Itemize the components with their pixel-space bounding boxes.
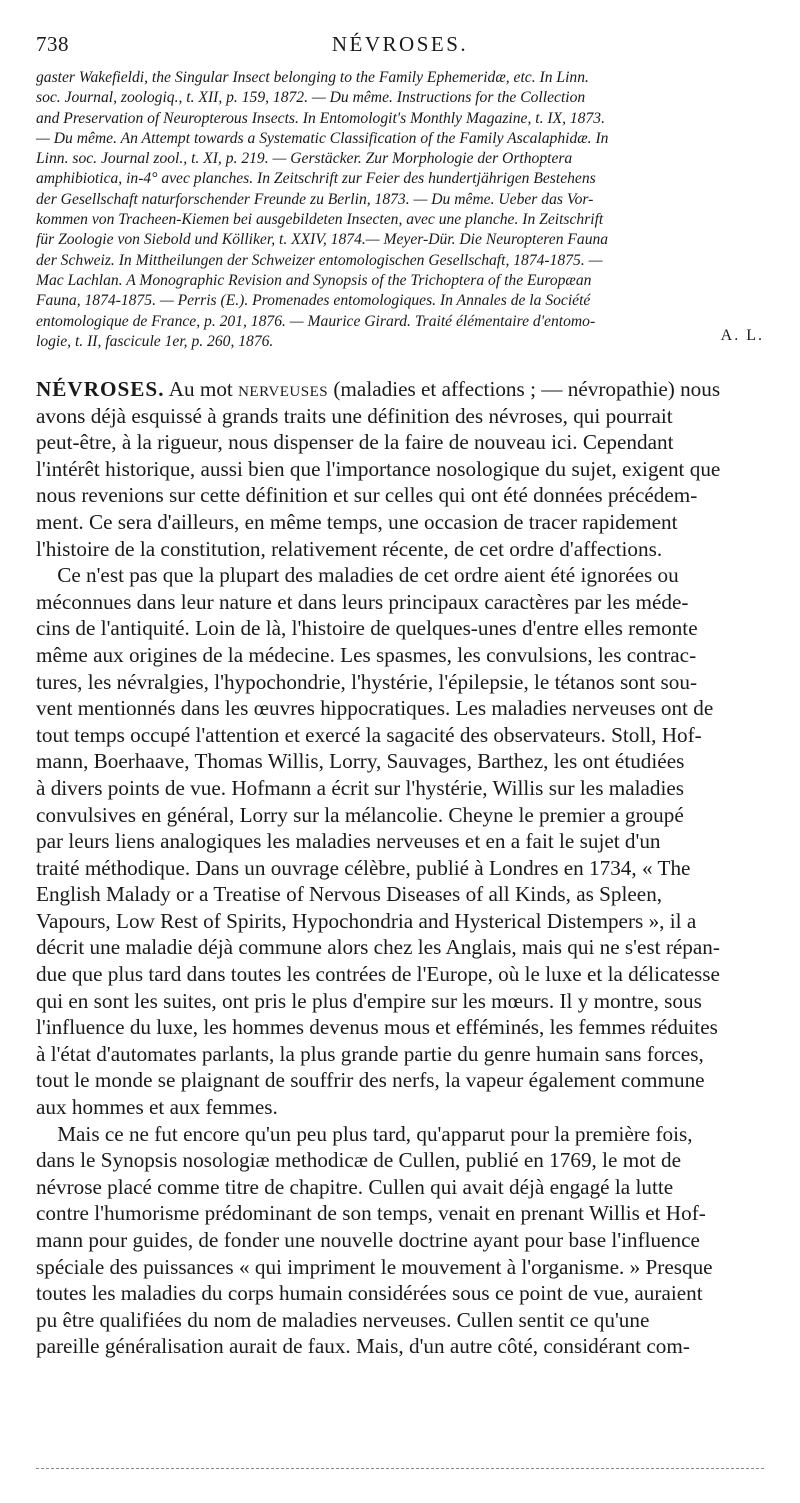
bibliography-line: Mac Lachlan. A Monographic Revision and Synopsis of the Trichoptera of the Europæan — [36, 271, 592, 289]
bibliography-line: soc. Journal, zoologiq., t. XII, p. 159, 1872. — Du même. Instructions for the Collection — [36, 89, 586, 107]
article-line: spéciale des puissances « qui impriment le mouvement à l'organisme. » Presque — [36, 1254, 713, 1279]
bibliography-line: kommen von Tracheen-Kiemen bei ausgebildeten Insecten, avec une planche. In Zeitschrift — [36, 211, 604, 229]
bibliography-line: für Zoologie von Siebold und Kölliker, t. XXIV, 1874.— Meyer-Dür. Die Neuropteren Fauna — [36, 231, 609, 249]
article-line: vent mentionnés dans les œuvres hippocratiques. Les maladies nerveuses ont de — [36, 696, 714, 721]
article-line: pu être qualifiées du nom de maladies nerveuses. Cullen sentit ce qu'une — [36, 1307, 650, 1332]
article-line: nous revenions sur cette définition et sur celles qui ont été données précédem- — [36, 483, 698, 508]
article-line: par leurs liens analogiques les maladies nerveuses et en a fait le sujet d'un — [36, 829, 661, 854]
page-number: 738 — [36, 32, 69, 56]
bibliography-line: logie, t. II, fascicule 1er, p. 260, 1876. — [36, 332, 274, 350]
article-first-line — [36, 376, 764, 403]
article-line: cins de l'antiquité. Loin de là, l'histoire de quelques-unes d'entre elles remonte — [36, 616, 698, 641]
article-line: due que plus tard dans toutes les contrées de l'Europe, où le luxe et la délicatesse — [36, 962, 720, 987]
article-line: convulsives en général, Lorry sur la mélancolie. Cheyne le premier a groupé — [36, 802, 684, 827]
article-line: l'histoire de la constitution, relativement récente, de cet ordre d'affections. — [36, 536, 663, 561]
article-line: l'influence du luxe, les hommes devenus mous et efféminés, les femmes réduites — [36, 1015, 718, 1040]
article-line: à divers points de vue. Hofmann a écrit sur l'hystérie, Willis sur les maladies — [36, 775, 685, 800]
article-line: mann, Boerhaave, Thomas Willis, Lorry, Sauvages, Barthez, les ont étudiées — [36, 749, 685, 774]
article-headword: NÉVROSES. — [36, 377, 165, 401]
article-body — [36, 376, 764, 1360]
bibliography-line: der Gesellschaft naturforschender Freunde zu Berlin, 1873. — Du même. Ueber das Vor- — [36, 190, 594, 208]
article-line: avons déjà esquissé à grands traits une définition des névroses, qui pourrait — [36, 403, 673, 428]
article-line: ment. Ce sera d'ailleurs, en même temps, une occasion de tracer rapidement — [36, 509, 678, 534]
article-line: décrit une maladie déjà commune alors chez les Anglais, mais qui ne s'est répan- — [36, 935, 720, 960]
article-line: méconnues dans leur nature et dans leurs principaux caractères par les méde- — [36, 589, 689, 614]
article-line: aux hommes et aux femmes. — [36, 1095, 278, 1120]
article-line: même aux origines de la médecine. Les spasmes, les convulsions, les contrac- — [36, 642, 697, 667]
running-head: NÉVROSES. — [331, 32, 469, 56]
bibliography-line: gaster Wakefieldi, the Singular Insect belonging to the Family Ephemeridæ, etc. In Linn. — [36, 69, 589, 86]
bottom-rule — [36, 1468, 764, 1469]
bibliography-line: amphibiotica, in-4° avec planches. In Zeitschrift zur Feier des hundertjährigen Bestehens — [36, 170, 596, 188]
first-line-text: Au mot — [164, 377, 239, 401]
bibliography-line: Linn. soc. Journal zool., t. XI, p. 219. — Gerstäcker. Zur Morphologie der Orthoptera — [36, 150, 573, 168]
article-line: toutes les maladies du corps humain considérées sous ce point de vue, auraient — [36, 1281, 703, 1306]
article-line: Vapours, Low Rest of Spirits, Hypochondria and Hysterical Distempers », il a — [36, 908, 697, 933]
article-line: qui en sont les suites, ont pris le plus d'empire sur les mœurs. Il y montre, sous — [36, 988, 702, 1013]
page-header — [36, 32, 764, 58]
article-line: l'intérêt historique, aussi bien que l'importance nosologique du sujet, exigent que — [36, 456, 721, 481]
bibliography-line: — Du même. An Attempt towards a Systematic Classification of the Family Ascalaphidæ. In — [36, 129, 609, 147]
cross-reference: nerveuses — [238, 377, 329, 401]
article-line: pareille généralisation aurait de faux. Mais, d'un autre côté, considérant com- — [36, 1334, 690, 1359]
article-line: mann pour guides, de fonder une nouvelle doctrine ayant pour base l'influence — [36, 1228, 700, 1252]
article-line: contre l'humorisme prédominant de son temps, venait en prenant Willis et Hof- — [36, 1201, 706, 1226]
bibliography-line: and Preservation of Neuropterous Insects. In Entomologit's Monthly Magazine, t. IX, 1873. — [36, 109, 605, 127]
article-line: à l'état d'automates parlants, la plus grande partie du genre humain sans forces, — [36, 1041, 704, 1066]
bibliography-line: Fauna, 1874-1875. — Perris (E.). Promenades entomologiques. In Annales de la Société — [36, 292, 591, 310]
article-line: traité méthodique. Dans un ouvrage célèbre, publié à Londres en 1734, « The — [36, 855, 691, 880]
article-line: tures, les névralgies, l'hypochondrie, l'hystérie, l'épilepsie, le tétanos sont sou- — [36, 669, 698, 694]
article-line: névrose placé comme titre de chapitre. Cullen qui avait déjà engagé la lutte — [36, 1174, 674, 1199]
article-line: dans le Synopsis nosologiæ methodicæ de Cullen, publié en 1769, le mot de — [36, 1148, 681, 1173]
author-signature: A. L. — [720, 327, 764, 344]
bibliography-line: der Schweiz. In Mittheilungen der Schweizer entomologischen Gesellschaft, 1874-1875. — — [36, 251, 603, 269]
article-line: tout temps occupé l'attention et exercé la sagacité des observateurs. Stoll, Hof- — [36, 722, 702, 747]
bibliography-line: entomologique de France, p. 201, 1876. — Maurice Girard. Traité élémentaire d'entomo- — [36, 312, 596, 330]
first-line-end: (maladies et affections ; — névropathie) nous — [328, 377, 721, 401]
article-line: Ce n'est pas que la plupart des maladies de cet ordre aient été ignorées ou — [36, 563, 679, 588]
article-line: English Malady or a Treatise of Nervous Diseases of all Kinds, as Spleen, — [36, 882, 663, 907]
bibliography-block — [36, 68, 764, 352]
article-line: peut-être, à la rigueur, nous dispenser de la faire de nouveau ici. Cependant — [36, 430, 674, 455]
article-line: Mais ce ne fut encore qu'un peu plus tard, qu'apparut pour la première fois, — [36, 1121, 693, 1146]
article-line: tout le monde se plaignant de souffrir des nerfs, la vapeur également commune — [36, 1068, 705, 1093]
